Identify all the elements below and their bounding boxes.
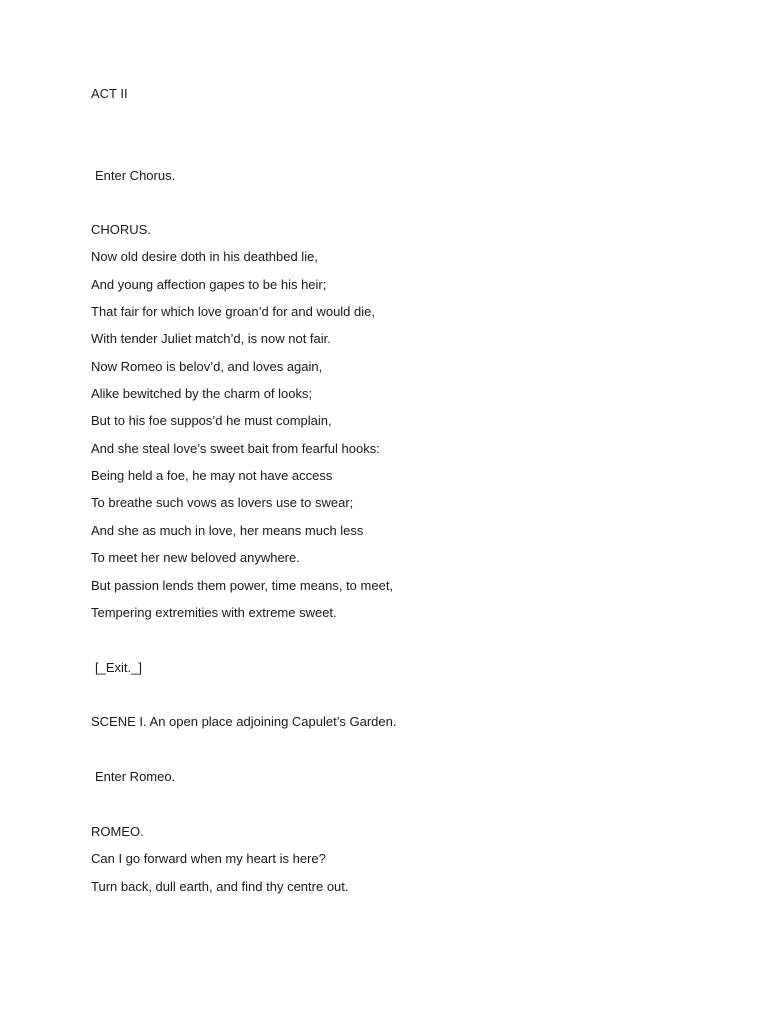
- verse-line: To meet her new beloved anywhere.: [91, 550, 300, 565]
- verse-line: And she as much in love, her means much less: [91, 523, 364, 538]
- act-heading: ACT II: [91, 86, 128, 101]
- speaker-chorus: CHORUS.: [91, 222, 151, 237]
- verse-line: But passion lends them power, time means, to meet,: [91, 578, 394, 593]
- stage-direction-exit: [_Exit._]: [95, 660, 142, 675]
- verse-line: And she steal love’s sweet bait from fearful hooks:: [91, 441, 380, 456]
- verse-line: Alike bewitched by the charm of looks;: [91, 386, 313, 401]
- verse-line: And young affection gapes to be his heir;: [91, 277, 327, 292]
- verse-line: Now old desire doth in his deathbed lie,: [91, 249, 318, 264]
- verse-line: With tender Juliet match’d, is now not fair.: [91, 331, 331, 346]
- verse-line: Tempering extremities with extreme sweet.: [91, 605, 337, 620]
- verse-line: Turn back, dull earth, and find thy centre out.: [91, 879, 349, 894]
- scene-heading: SCENE I. An open place adjoining Capulet’s Garden.: [91, 714, 397, 729]
- verse-line: Now Romeo is belov’d, and loves again,: [91, 359, 323, 374]
- speaker-romeo: ROMEO.: [91, 824, 144, 839]
- verse-line: To breathe such vows as lovers use to swear;: [91, 495, 354, 510]
- verse-line: That fair for which love groan’d for and would die,: [91, 304, 375, 319]
- verse-line: But to his foe suppos’d he must complain,: [91, 413, 332, 428]
- verse-line: Being held a foe, he may not have access: [91, 468, 333, 483]
- stage-direction-enter-romeo: Enter Romeo.: [95, 769, 176, 784]
- verse-line: Can I go forward when my heart is here?: [91, 851, 326, 866]
- stage-direction-enter-chorus: Enter Chorus.: [95, 168, 176, 183]
